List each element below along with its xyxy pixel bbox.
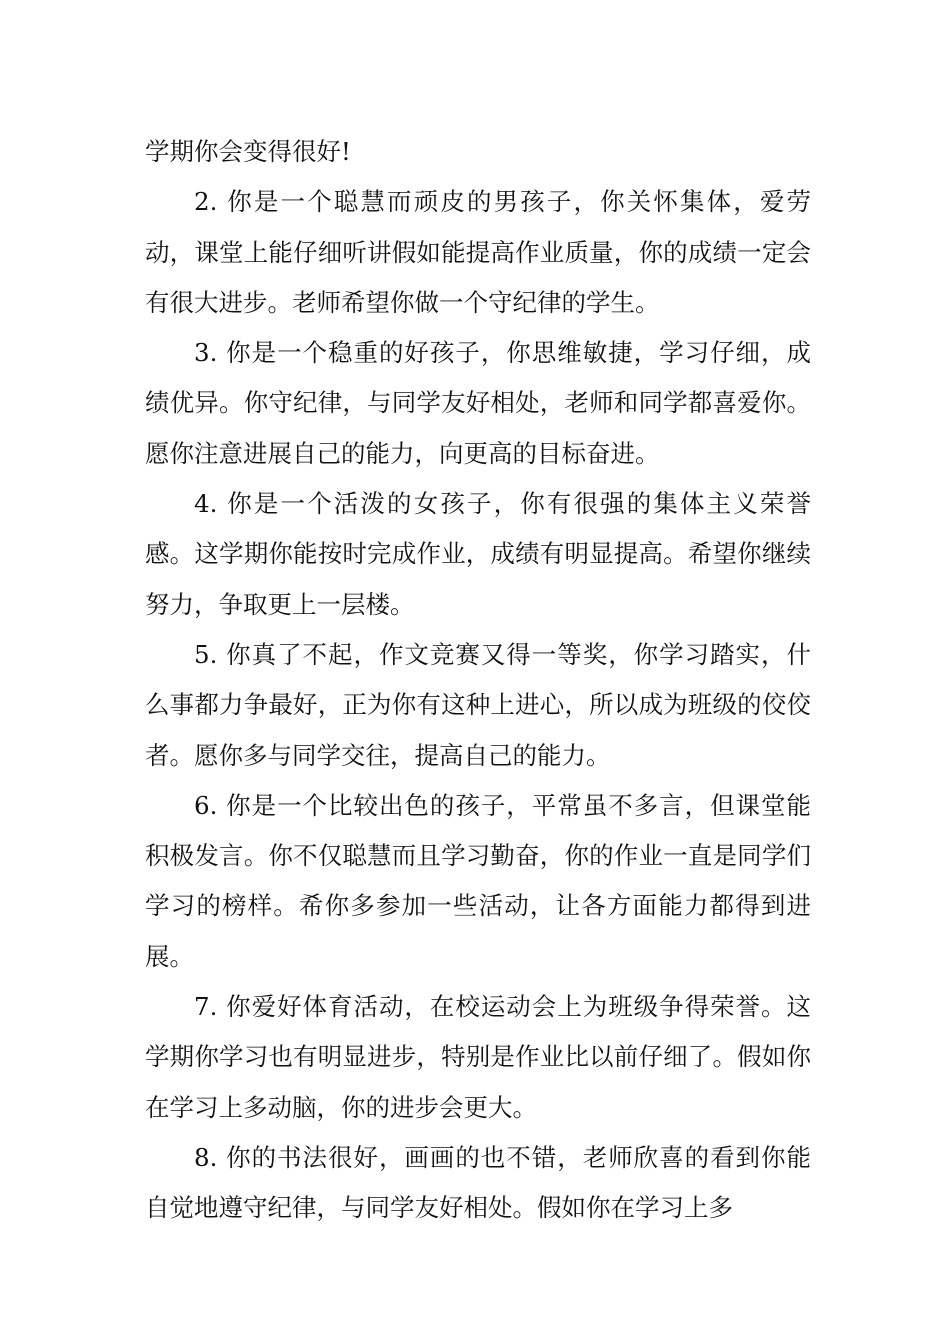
comment-paragraph-7: 7. 你爱好体育活动，在校运动会上为班级争得荣誉。这学期你学习也有明显进步，特别是作业比以前仔细了。假如你在学习上多动脑，你的进步会更大。 [145,992,811,1122]
comment-paragraph-2: 2. 你是一个聪慧而顽皮的男孩子，你关怀集体，爱劳动，课堂上能仔细听讲假如能提高作业质量，你的成绩一定会有很大进步。老师希望你做一个守纪律的学生。 [145,187,811,317]
continuation-paragraph: 学期你会变得很好! [145,137,351,166]
comment-paragraph-6: 6. 你是一个比较出色的孩子，平常虽不多言，但课堂能积极发言。你不仅聪慧而且学习勤奋，你的作业一直是同学们学习的榜样。希你多参加一些活动，让各方面能力都得到进展。 [145,790,811,971]
document-body [145,127,811,1234]
comment-paragraph-3: 3. 你是一个稳重的好孩子，你思维敏捷，学习仔细，成绩优异。你守纪律，与同学友好相处，老师和同学都喜爱你。愿你注意进展自己的能力，向更高的目标奋进。 [145,338,811,468]
comment-paragraph-4: 4. 你是一个活泼的女孩子，你有很强的集体主义荣誉感。这学期你能按时完成作业，成绩有明显提高。希望你继续努力，争取更上一层楼。 [145,489,811,619]
comment-paragraph-8: 8. 你的书法很好，画画的也不错，老师欣喜的看到你能自觉地遵守纪律，与同学友好相处。假如你在学习上多 [145,1142,811,1223]
comment-paragraph-5: 5. 你真了不起，作文竞赛又得一等奖，你学习踏实，什么事都力争最好，正为你有这种上进心，所以成为班级的佼佼者。愿你多与同学交往，提高自己的能力。 [145,639,811,770]
